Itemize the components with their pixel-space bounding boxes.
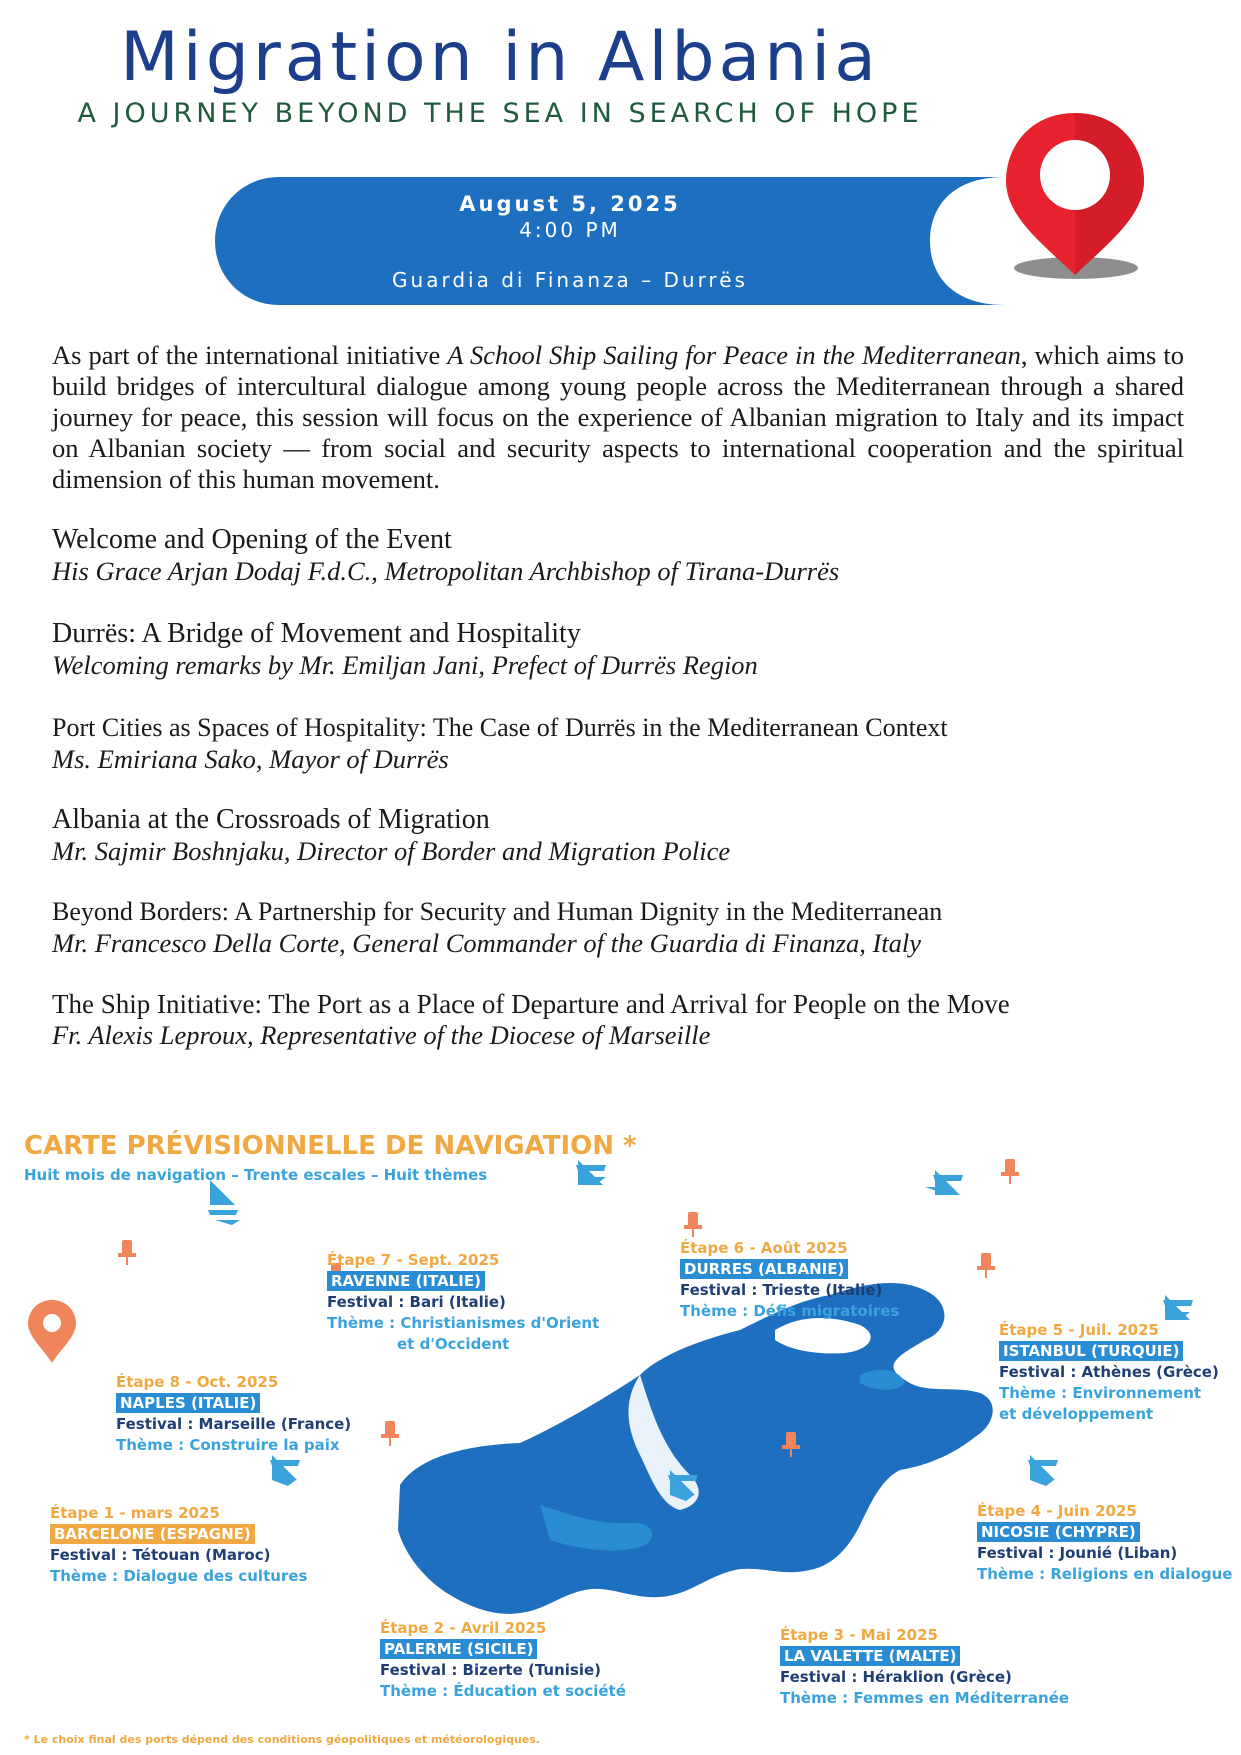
session-speaker: Fr. Alexis Leproux, Representative of the Diocese of Marseille [52, 1020, 711, 1050]
session-speaker: Mr. Francesco Della Corte, General Commander of the Guardia di Finanza, Italy [52, 928, 922, 958]
session-5 [52, 896, 1192, 958]
stop-city: RAVENNE (ITALIE) [327, 1271, 485, 1291]
stop-6 [680, 1238, 899, 1322]
session-3 [52, 712, 1192, 774]
session-title: Beyond Borders: A Partnership for Security and Human Dignity in the Mediterranean [52, 897, 943, 926]
session-title: Durrës: A Bridge of Movement and Hospitality [52, 618, 581, 649]
stop-city: PALERME (SICILE) [380, 1639, 537, 1659]
map-footnote: * Le choix final des ports dépend des conditions géopolitiques et météorologiques. [24, 1733, 540, 1746]
stop-3 [780, 1625, 1069, 1709]
stop-step: Étape 5 - Juil. 2025 [999, 1321, 1159, 1339]
stop-city: ISTANBUL (TURQUIE) [999, 1341, 1183, 1361]
stop-2 [380, 1618, 626, 1702]
stop-festival: Festival : Tétouan (Maroc) [50, 1546, 271, 1564]
stop-theme-line2: et d'Occident [397, 1335, 510, 1353]
stop-step: Étape 3 - Mai 2025 [780, 1626, 938, 1644]
stop-theme: Thème : Religions en dialogue [977, 1565, 1233, 1583]
stop-city: NICOSIE (CHYPRE) [977, 1522, 1140, 1542]
event-date: August 5, 2025 [459, 192, 681, 216]
stop-step: Étape 7 - Sept. 2025 [327, 1251, 500, 1269]
stop-step: Étape 8 - Oct. 2025 [116, 1373, 279, 1391]
session-1 [52, 524, 1192, 586]
stop-step: Étape 4 - Juin 2025 [977, 1502, 1137, 1520]
session-title: Albania at the Crossroads of Migration [52, 804, 490, 835]
stop-festival: Festival : Bizerte (Tunisie) [380, 1661, 602, 1679]
stop-city: BARCELONE (ESPAGNE) [50, 1524, 255, 1544]
stop-1 [50, 1503, 307, 1587]
stop-festival: Festival : Bari (Italie) [327, 1293, 506, 1311]
stop-festival: Festival : Jounié (Liban) [977, 1544, 1178, 1562]
page-subtitle: A JOURNEY BEYOND THE SEA IN SEARCH OF HOPE [77, 98, 923, 129]
stop-city: DURRES (ALBANIE) [680, 1259, 848, 1279]
session-6 [52, 988, 1192, 1050]
stop-theme: Thème : Environnement [999, 1384, 1202, 1402]
stop-5 [999, 1320, 1219, 1425]
stop-festival: Festival : Trieste (Italie) [680, 1281, 883, 1299]
intro-text-start: As part of the international initiative [52, 340, 448, 370]
stop-festival: Festival : Marseille (France) [116, 1415, 352, 1433]
session-4 [52, 804, 1192, 866]
stop-theme: Thème : Dialogue des cultures [50, 1567, 308, 1585]
session-title: Welcome and Opening of the Event [52, 524, 452, 555]
event-time: 4:00 PM [519, 218, 621, 242]
stop-city: LA VALETTE (MALTE) [780, 1646, 960, 1666]
stop-4 [977, 1501, 1232, 1585]
start-pin-icon [28, 1300, 76, 1363]
intro-paragraph [52, 340, 1184, 495]
session-speaker: Mr. Sajmir Boshnjaku, Director of Border and Migration Police [52, 836, 731, 866]
session-speaker: His Grace Arjan Dodaj F.d.C., Metropolitan Archbishop of Tirana-Durrës [52, 556, 840, 586]
stop-city: NAPLES (ITALIE) [116, 1393, 260, 1413]
page-title: Migration in Albania [120, 18, 880, 97]
initiative-name: A School Ship Sailing for Peace in the Mediterranean [447, 340, 1021, 370]
map-subtitle: Huit mois de navigation – Trente escales – Huit thèmes [24, 1166, 488, 1184]
stop-step: Étape 2 - Avril 2025 [380, 1619, 547, 1637]
stop-theme-line2: et développement [999, 1405, 1154, 1423]
session-speaker: Ms. Emiriana Sako, Mayor of Durrës [52, 744, 449, 774]
session-title: Port Cities as Spaces of Hospitality: The Case of Durrës in the Mediterranean Context [52, 713, 948, 742]
stop-7 [327, 1250, 599, 1355]
location-pin-icon [1000, 105, 1150, 285]
session-2 [52, 618, 1192, 680]
stop-theme: Thème : Christianismes d'Orient [327, 1314, 600, 1332]
stop-theme: Thème : Construire la paix [116, 1436, 340, 1454]
map-title: CARTE PRÉVISIONNELLE DE NAVIGATION * [24, 1131, 637, 1161]
session-title: The Ship Initiative: The Port as a Place of Departure and Arrival for People on the Move [52, 989, 1010, 1019]
stop-8 [116, 1372, 351, 1456]
stop-festival: Festival : Athènes (Grèce) [999, 1363, 1219, 1381]
event-details [215, 177, 925, 305]
stop-theme: Thème : Éducation et société [380, 1682, 626, 1700]
event-location: Guardia di Finanza – Durrës [392, 268, 748, 292]
intro-text-end: , which aims to build bridges of intercultural dialogue among young people across the Mediterranean through a shared journey for peace, this session will focus on the experience of Albanian migration to Italy and its impact on Albanian society — from social and security aspects to international cooperation and the spiritual dimension of this human movement. [52, 340, 1184, 494]
stop-theme: Thème : Défis migratoires [680, 1302, 900, 1320]
stop-festival: Festival : Héraklion (Grèce) [780, 1668, 1012, 1686]
stop-step: Étape 6 - Août 2025 [680, 1239, 848, 1257]
stop-step: Étape 1 - mars 2025 [50, 1504, 220, 1522]
stop-theme: Thème : Femmes en Méditerranée [780, 1689, 1070, 1707]
session-speaker: Welcoming remarks by Mr. Emiljan Jani, Prefect of Durrës Region [52, 650, 758, 680]
